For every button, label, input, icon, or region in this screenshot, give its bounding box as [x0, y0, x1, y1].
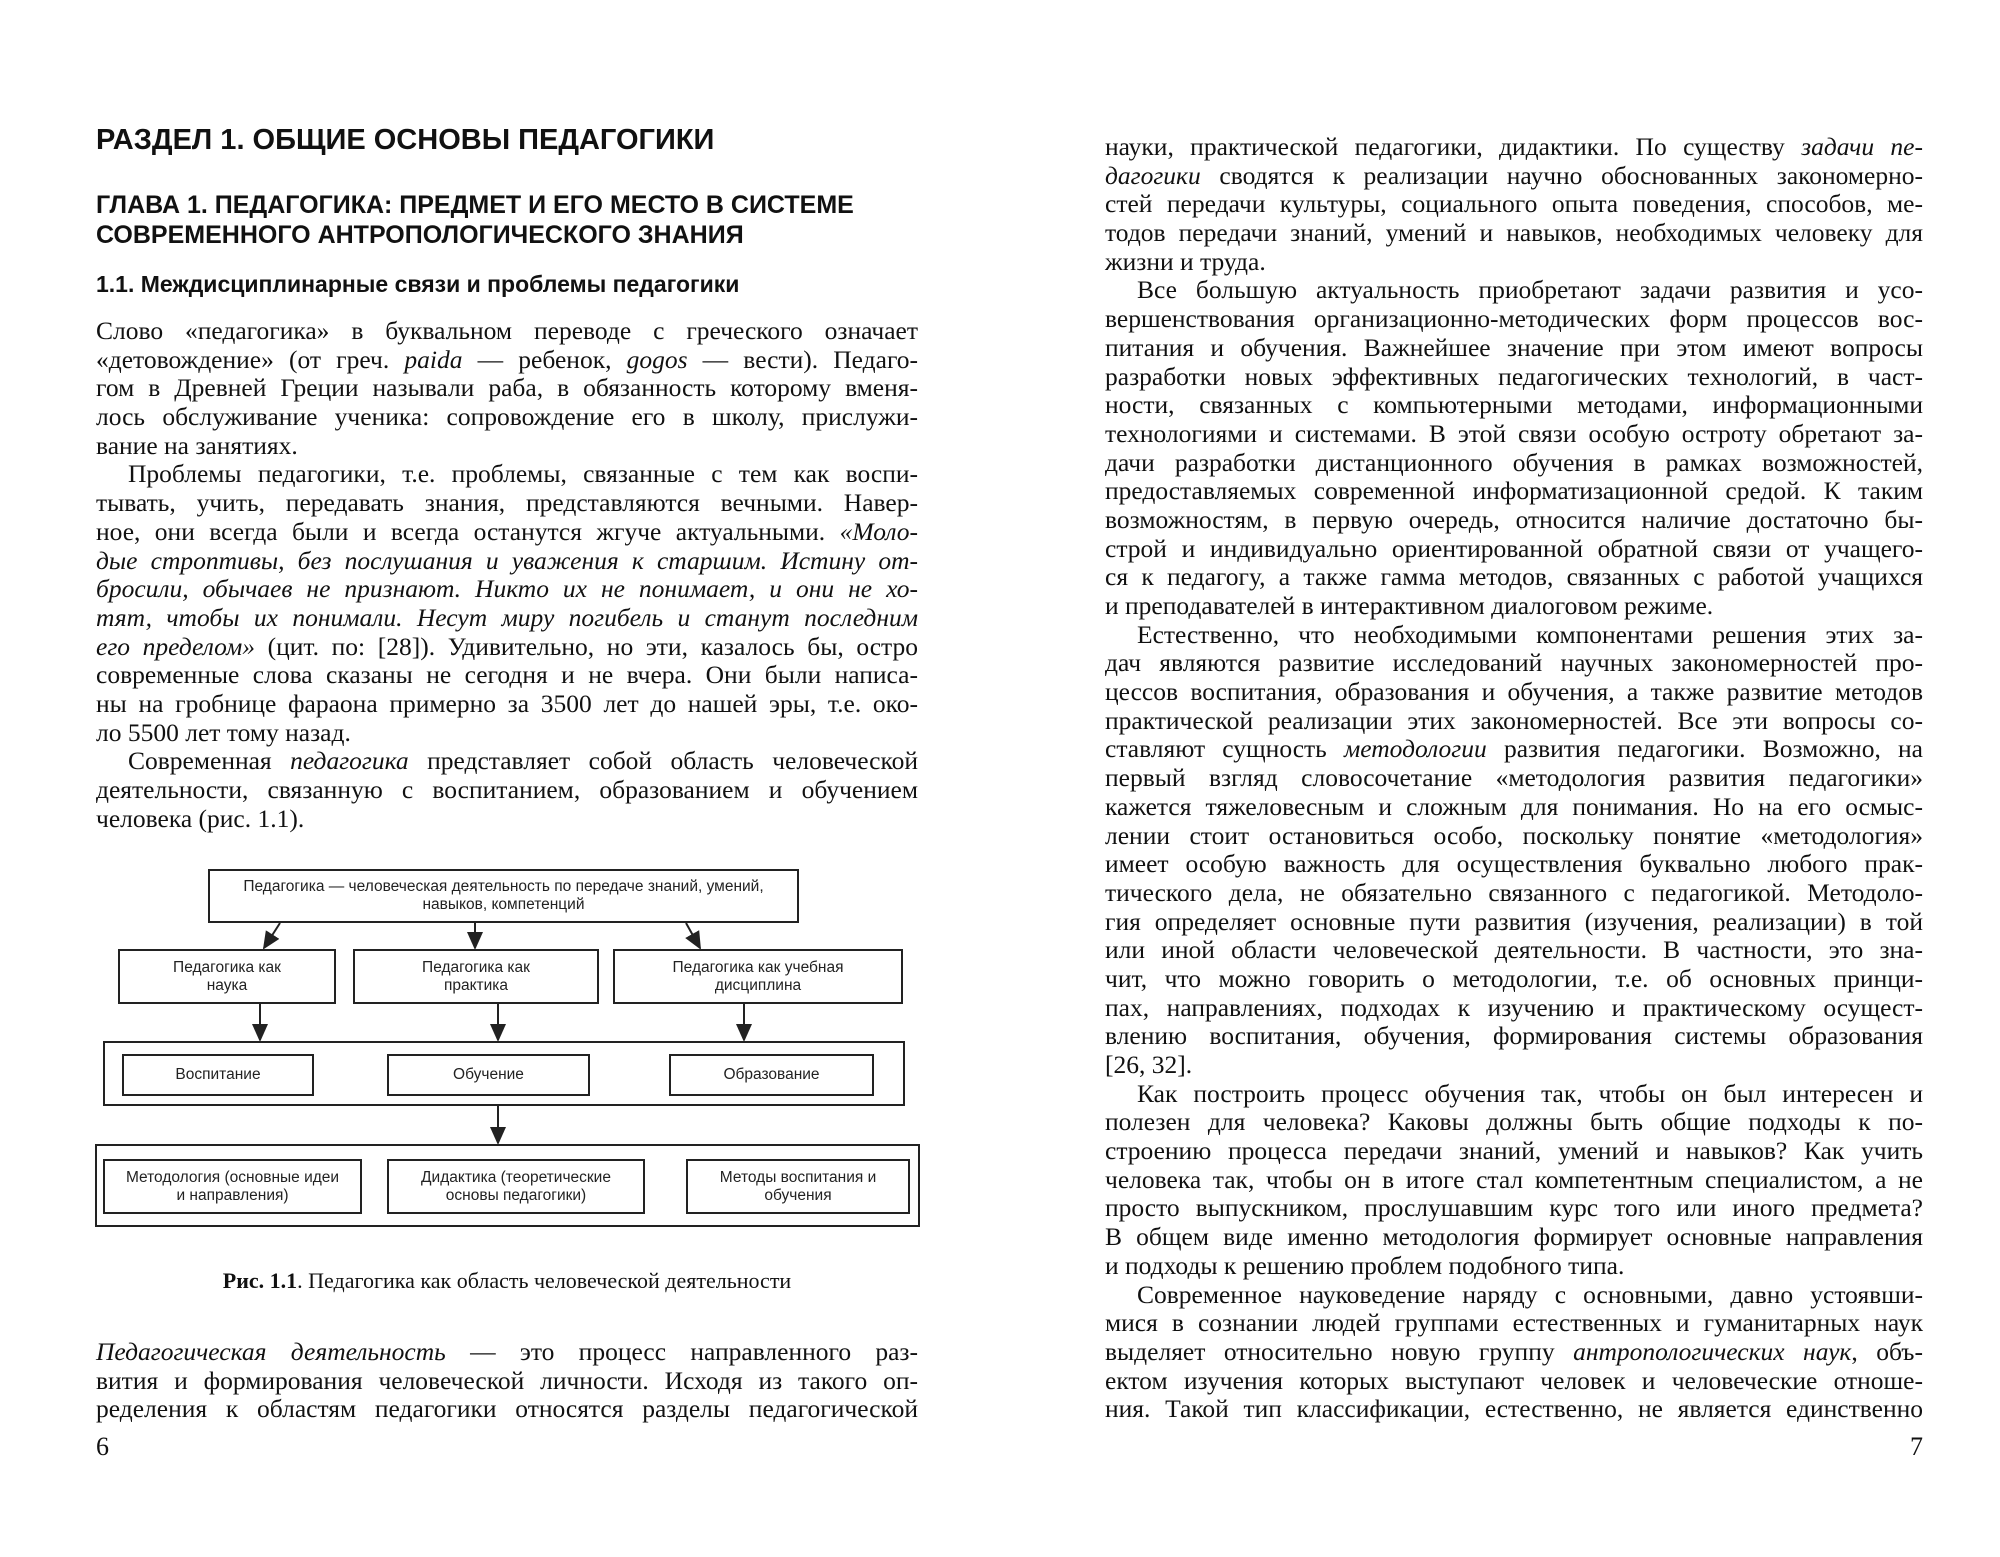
diagram-box-learning: Обучение	[387, 1054, 590, 1096]
paragraph	[1105, 276, 1923, 620]
text-line	[1105, 449, 1923, 478]
text: имеет особую важность для осуществления буквально любого прак-	[1105, 849, 1923, 879]
text-line	[1105, 936, 1923, 965]
text: практической реализации этих закономерностей. Все эти вопросы со-	[1105, 705, 1923, 735]
text-line	[1105, 1166, 1923, 1195]
text: просто выпускником, прослушавшим курс того или иного предмета?	[1105, 1193, 1923, 1223]
italic-text: gogos	[626, 344, 688, 374]
text-line	[1105, 1223, 1923, 1252]
text-line	[1105, 1252, 1923, 1281]
text: строй и индивидуально ориентированной обратной связи от учащего-	[1105, 533, 1923, 563]
text: мися в сознании людей группами естественных и гуманитарных наук	[1105, 1308, 1923, 1338]
paragraph	[1105, 1281, 1923, 1424]
text: человека так, чтобы он в итоге стал компетентным специалистом, а не	[1105, 1164, 1923, 1194]
text-line	[1105, 477, 1923, 506]
text: Проблемы педагогики, т.е. проблемы, связанные с тем как воспи-	[128, 459, 918, 489]
figure-caption	[96, 1268, 918, 1294]
italic-text: тят, чтобы их понимали. Несут миру погибель и станут последним	[96, 602, 918, 632]
right-page	[1105, 0, 1923, 1557]
text-line	[1105, 678, 1923, 707]
text-line	[1105, 305, 1923, 334]
text-line	[1105, 1281, 1923, 1310]
page-number: 7	[1910, 1432, 1923, 1461]
italic-text: антропологических наук	[1573, 1336, 1852, 1366]
text-line	[1105, 190, 1923, 219]
text: Слово «педагогика» в буквальном переводе с греческого означает	[96, 316, 918, 345]
text: первый взгляд словосочетание «методология развития педагогики»	[1105, 763, 1923, 793]
text-line	[1105, 1309, 1923, 1338]
text: (цит. по: [28]). Удивительно, но эти, казалось бы, остро	[254, 631, 919, 661]
text: тодов передачи знаний, умений и навыков, необходимых человеку для	[1105, 218, 1923, 248]
section-title: РАЗДЕЛ 1. ОБЩИЕ ОСНОВЫ ПЕДАГОГИКИ	[96, 124, 715, 156]
text: — ребенок,	[462, 344, 627, 374]
text-line	[1105, 248, 1923, 277]
text: ся к педагогу, а также гамма методов, связанных с работой учащихся	[1105, 562, 1923, 592]
text: выделяет относительно новую группу	[1105, 1336, 1574, 1366]
text-line	[1105, 793, 1923, 822]
diagram-box-methods: Методы воспитания и обучения	[686, 1159, 910, 1214]
diagram-box-upbringing: Воспитание	[122, 1054, 314, 1096]
text-line	[1105, 621, 1923, 650]
text: тывать, учить, передавать знания, представляются вечными. Навер-	[96, 488, 918, 518]
text: цессов воспитания, образования и обучения, а также развитие методов	[1105, 677, 1923, 707]
text: Как построить процесс обучения так, чтобы он был интересен и	[1137, 1078, 1923, 1108]
diagram-box-methodology: Методология (основные идеи и направления)	[103, 1159, 362, 1214]
text: лось обслуживание ученика: сопровождение его в школу, прислужи-	[96, 402, 918, 432]
text: вершенствования организационно-методических форм процессов вос-	[1105, 304, 1923, 334]
text: науки, практической педагогики, дидактики. По существу	[1105, 132, 1802, 161]
text-line	[1105, 420, 1923, 449]
text-line	[1105, 1395, 1923, 1424]
arrow	[686, 923, 700, 948]
caption-label: Рис. 1.1	[222, 1268, 298, 1293]
text: стей передачи культуры, социального опыта поведения, способов, ме-	[1105, 189, 1923, 219]
chapter-title-line: ГЛАВА 1. ПЕДАГОГИКА: ПРЕДМЕТ И ЕГО МЕСТО В СИСТЕМЕ	[96, 191, 854, 219]
text: «детовождение» (от греч.	[96, 344, 405, 374]
text-line	[1105, 1137, 1923, 1166]
text: деятельности, связанную с воспитанием, образованием и обучением	[96, 775, 918, 804]
text-line	[1105, 1051, 1923, 1080]
text: возможностям, в первую очередь, относится наличие достаточно бы-	[1105, 504, 1923, 534]
text-line	[1105, 965, 1923, 994]
text-line	[1105, 707, 1923, 736]
text: пах, направлениях, подходах к изучению и практическому осущест-	[1105, 992, 1923, 1022]
text-line	[1105, 276, 1923, 305]
text-line	[1105, 162, 1923, 191]
text: Все большую актуальность приобретают задачи развития и усо-	[1137, 275, 1923, 305]
text: Современное науковедение наряду с основными, давно устоявши-	[1137, 1279, 1923, 1309]
italic-text: дагогики	[1105, 160, 1201, 190]
italic-text: «Моло-	[839, 516, 918, 546]
text-line	[1105, 1022, 1923, 1051]
text: строению процесса передачи знаний, умений и навыков? Как учить	[1105, 1136, 1923, 1166]
text: — вести). Педаго-	[687, 344, 919, 374]
text: ния. Такой тип классификации, естественно, не является единственно	[1105, 1394, 1923, 1424]
text: дачи разработки дистанционного обучения в рамках возможностей,	[1105, 447, 1923, 477]
text-line	[1105, 850, 1923, 879]
italic-text: педагогика	[290, 746, 409, 776]
text: предоставляемых современной информатизационной средой. К таким	[1105, 476, 1923, 506]
diagram-box-top: Педагогика — человеческая деятельность по передаче знаний, умений, навыков, компетенций	[208, 869, 799, 923]
text: технологиями и системами. В этой связи особую остроту обретают за-	[1105, 418, 1923, 448]
text-line	[1105, 219, 1923, 248]
chapter-title-line: СОВРЕМЕННОГО АНТРОПОЛОГИЧЕСКОГО ЗНАНИЯ	[96, 221, 744, 249]
diagram-box-practice: Педагогика как практика	[353, 949, 599, 1004]
text: лении стоит остановиться особо, поскольку понятие «методология»	[1105, 820, 1923, 850]
text-line	[1105, 1080, 1923, 1109]
text: гом в Древней Греции называли раба, в обязанность которому вменя-	[96, 373, 918, 403]
italic-text: его пределом»	[96, 631, 255, 661]
text: ектом изучения которых выступают человек и человеческие отноше-	[1105, 1365, 1923, 1395]
text-line	[1105, 764, 1923, 793]
text: чит, что можно говорить о методологии, т.е. об основных принци-	[1105, 963, 1923, 993]
text: представляет собой область человеческой	[408, 746, 918, 776]
text-line	[1105, 1108, 1923, 1137]
page-number: 6	[96, 1432, 109, 1461]
subsection-title: 1.1. Междисциплинарные связи и проблемы педагогики	[96, 271, 740, 297]
text: современные слова сказаны не сегодня и не вчера. Они были написа-	[96, 660, 918, 690]
text-line	[1105, 1367, 1923, 1396]
text: жизни и труда.	[1105, 246, 1266, 276]
text: ставляют сущность	[1105, 734, 1345, 764]
text: влению воспитания, обучения, формирования системы образования	[1105, 1021, 1923, 1051]
italic-text: Педагогическая деятельность	[96, 1337, 446, 1366]
text: Современная	[128, 746, 291, 776]
text: — это процесс направленного раз-	[445, 1337, 919, 1366]
text: разработки новых эффективных педагогических технологий, в част-	[1105, 361, 1923, 391]
text: развития педагогики. Возможно, на	[1486, 734, 1923, 764]
text-line	[1105, 994, 1923, 1023]
diagram-box-didactics: Дидактика (теоретические основы педагогики)	[387, 1159, 645, 1214]
diagram-box-discipline: Педагогика как учебная дисциплина	[613, 949, 903, 1004]
text-line	[96, 1395, 918, 1424]
body-text	[1105, 133, 1923, 1424]
paragraph	[1105, 1080, 1923, 1281]
text: человека (рис. 1.1).	[96, 803, 305, 833]
text-line	[1105, 592, 1923, 621]
text-line	[1105, 649, 1923, 678]
text: [26, 32].	[1105, 1050, 1193, 1079]
caption-text: . Педагогика как область человеческой деятельности	[297, 1268, 792, 1293]
body-text-bottom	[96, 1338, 918, 1424]
text-line	[1105, 879, 1923, 908]
italic-text: бросили, обычаев не признают. Никто их не понимает, и они не хо-	[96, 574, 918, 604]
text: вития и формирования человеческой личности. Исходя из такого оп-	[96, 1365, 918, 1395]
italic-text: методологии	[1344, 734, 1487, 764]
text-line	[96, 1367, 918, 1396]
text: ло 5500 лет тому назад.	[96, 717, 351, 747]
italic-text: дые строптивы, без послушания и уважения к старшим. Истину от-	[96, 545, 918, 575]
text-line	[1105, 535, 1923, 564]
text-line	[1105, 563, 1923, 592]
text-line	[1105, 133, 1923, 162]
text: питания и обучения. Важнейшее значение при этом имеют вопросы	[1105, 332, 1923, 362]
text: вание на занятиях.	[96, 430, 298, 460]
text-line	[1105, 1194, 1923, 1223]
text-line	[1105, 506, 1923, 535]
paragraph	[96, 1338, 918, 1424]
text-line	[1105, 1338, 1923, 1367]
text: или иной области человеческой деятельности. В частности, это зна-	[1105, 935, 1923, 965]
text: гия определяет основные пути развития (изучения, реализации) в той	[1105, 906, 1923, 936]
text-line	[1105, 391, 1923, 420]
diagram-box-science: Педагогика как наука	[118, 949, 336, 1004]
text: В общем виде именно методология формирует основные направления	[1105, 1222, 1923, 1252]
text: тического дела, не обязательно связанного с педагогикой. Методоло-	[1105, 877, 1923, 907]
text: и подходы к решению проблем подобного типа.	[1105, 1250, 1625, 1280]
diagram-box-education: Образование	[669, 1054, 874, 1096]
left-page	[96, 0, 918, 1557]
text-line	[96, 1338, 918, 1367]
text: ны на гробнице фараона примерно за 3500 лет до нашей эры, т.е. око-	[96, 688, 918, 718]
text: ное, они всегда были и всегда останутся жгуче актуальными.	[96, 516, 840, 546]
text-line	[1105, 822, 1923, 851]
text: дач являются развитие исследований научных закономерностей про-	[1105, 648, 1923, 678]
text: ности, связанных с компьютерными методами, информационными	[1105, 390, 1923, 420]
text: кажется тяжеловесным и сложным для понимания. Но на его осмыс-	[1105, 791, 1923, 821]
text: и преподавателей в интерактивном диалоговом режиме.	[1105, 591, 1714, 620]
text-line	[1105, 735, 1923, 764]
italic-text: paida	[404, 344, 463, 374]
italic-text: задачи пе-	[1801, 132, 1923, 161]
text: сводятся к реализации научно обоснованных закономерно-	[1200, 160, 1923, 190]
text: Естественно, что необходимыми компонентами решения этих за-	[1137, 619, 1923, 649]
text: , объ-	[1851, 1336, 1923, 1366]
arrow	[264, 923, 280, 948]
paragraph	[1105, 133, 1923, 276]
text: ределения к областям педагогики относятся разделы педагогической	[96, 1394, 918, 1424]
text-line	[1105, 908, 1923, 937]
text: полезен для человека? Каковы должны быть общие подходы к по-	[1105, 1107, 1923, 1137]
text-line	[1105, 334, 1923, 363]
paragraph	[1105, 621, 1923, 1080]
text-line	[1105, 363, 1923, 392]
